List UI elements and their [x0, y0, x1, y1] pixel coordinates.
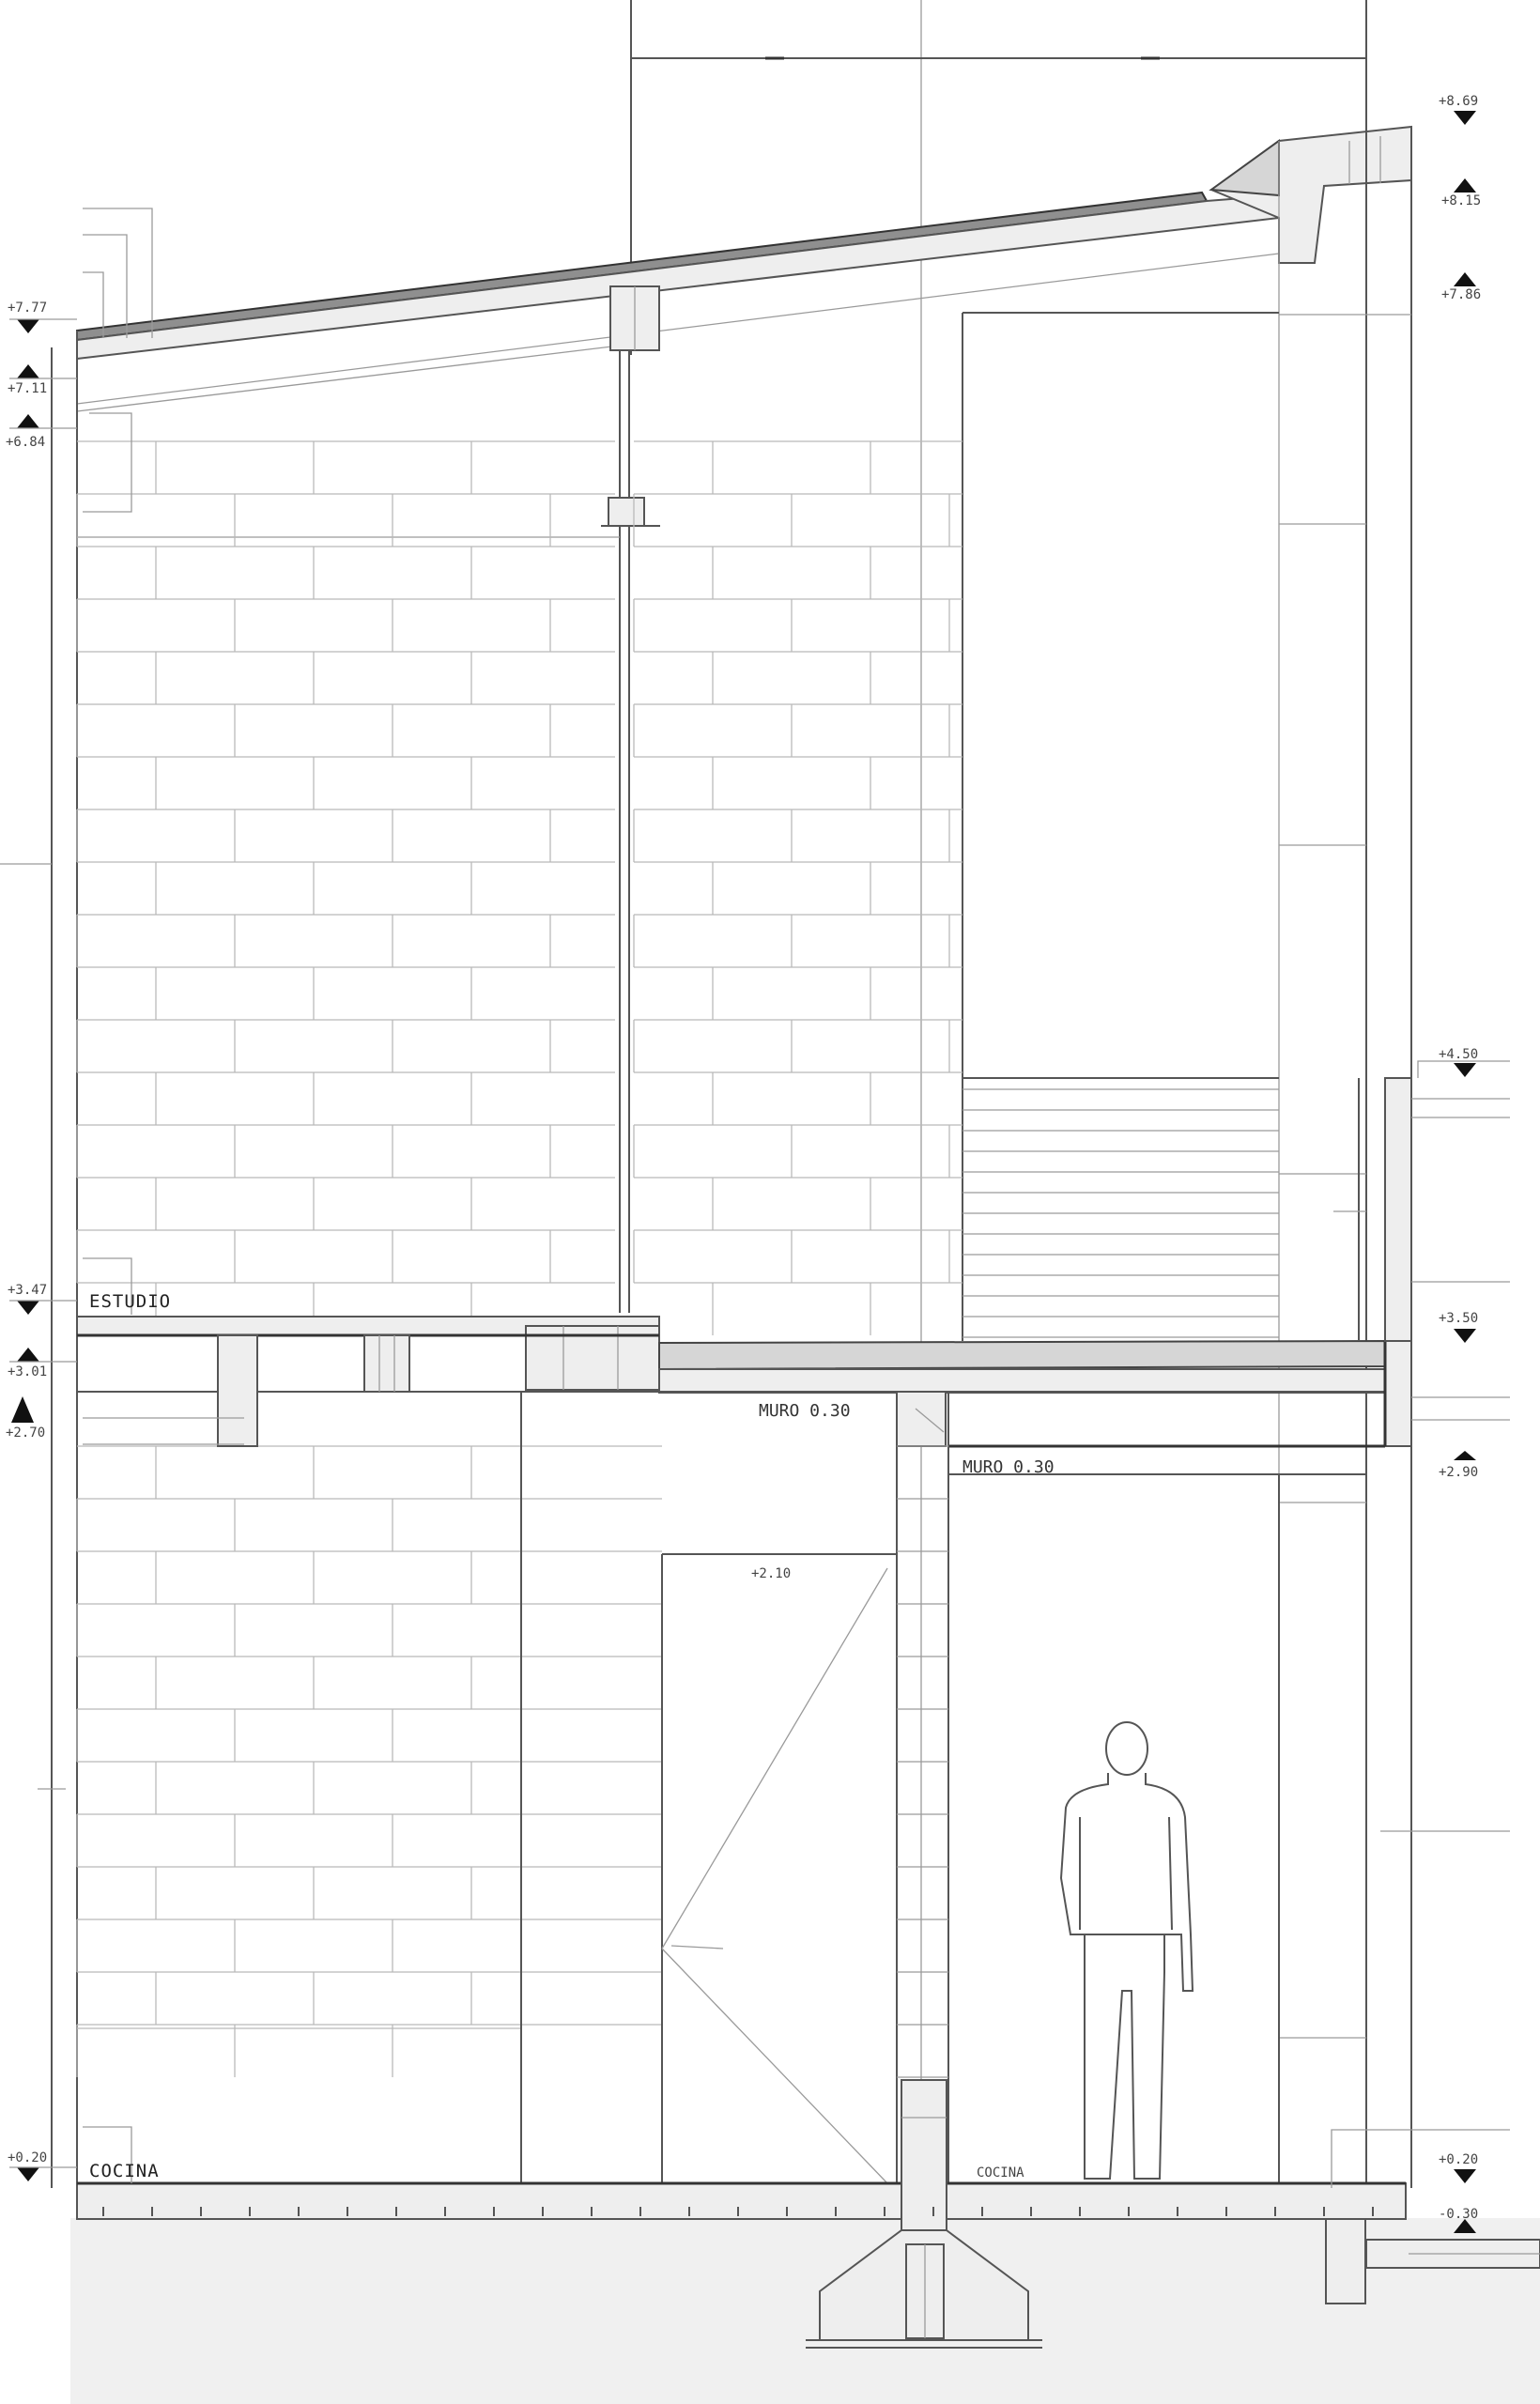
room-label-cocina-small: COCINA	[977, 2165, 1024, 2181]
level-marker-left-2	[9, 364, 77, 378]
level-marker-left-6	[11, 1396, 34, 1423]
column-upper	[77, 350, 660, 1313]
level-texts-right	[1439, 94, 1481, 2222]
level-marker-right-2	[1454, 178, 1476, 193]
room-label-studio: ESTUDIO	[89, 1291, 172, 1312]
column-lower-segments	[897, 1446, 948, 2077]
right-footing	[1326, 2219, 1365, 2304]
level-text-left-3: +6.84	[6, 435, 46, 450]
window-frame-right	[1333, 1078, 1411, 1341]
level-text-right-3: +7.86	[1441, 287, 1482, 302]
level-markers-right	[1454, 111, 1476, 2233]
level-marker-left-4	[9, 1301, 77, 1315]
level-text-right-6: +2.90	[1439, 1465, 1479, 1480]
room-label-cocina: COCINA	[89, 2161, 160, 2181]
level-marker-left-5	[9, 1348, 77, 1362]
level-marker-right-5	[1454, 1329, 1476, 1343]
leader-lines	[0, 208, 1510, 2188]
level-text-left-4: +3.47	[8, 1283, 48, 1298]
level-marker-right-1	[1454, 111, 1476, 125]
human-scale-figure	[1061, 1722, 1193, 2179]
level-text-right-2: +8.15	[1441, 193, 1482, 208]
level-text-right-8: -0.30	[1439, 2207, 1479, 2222]
parapet	[1211, 127, 1411, 263]
level-text-right-4: +4.50	[1439, 1047, 1479, 1062]
upper-walls	[52, 127, 1411, 2188]
ground-area	[70, 2218, 1540, 2404]
level-text-right-5: +3.50	[1439, 1311, 1479, 1326]
level-marker-left-3	[9, 414, 77, 428]
level-texts-left	[6, 300, 47, 2165]
level-marker-right-3	[1454, 272, 1476, 286]
level-marker-left-7	[9, 2167, 77, 2181]
louver-panel	[962, 1089, 1279, 1337]
level-marker-right-7	[1454, 2169, 1476, 2183]
top-dimension-line	[631, 0, 1366, 2188]
level-text-right-7: +0.20	[1439, 2152, 1479, 2167]
level-text-left-6: +2.70	[6, 1425, 46, 1441]
level-marker-left-1	[9, 319, 77, 333]
brick-pattern-upper	[77, 441, 962, 1335]
level-markers-left	[9, 319, 77, 2181]
window-opening	[962, 313, 1279, 1341]
brick-pattern-lower	[77, 1446, 662, 2077]
level-marker-right-6	[1454, 1451, 1476, 1460]
level-text-right-1: +8.69	[1439, 94, 1479, 109]
level-text-left-5: +3.01	[8, 1364, 48, 1379]
wall-label-right: MURO 0.30	[962, 1457, 1055, 1477]
level-text-left-2: +7.11	[8, 381, 48, 396]
door-swing	[662, 1568, 887, 1949]
level-marker-right-4	[1454, 1063, 1476, 1077]
column-footing-neck	[901, 2080, 947, 2230]
wall-label-left: MURO 0.30	[759, 1401, 851, 1421]
door-height-label: +2.10	[751, 1566, 792, 1581]
level-text-left-7: +0.20	[8, 2150, 48, 2165]
intermediate-slab	[77, 1317, 1411, 1474]
level-text-left-1: +7.77	[8, 300, 48, 316]
roof-slab	[77, 127, 1411, 411]
